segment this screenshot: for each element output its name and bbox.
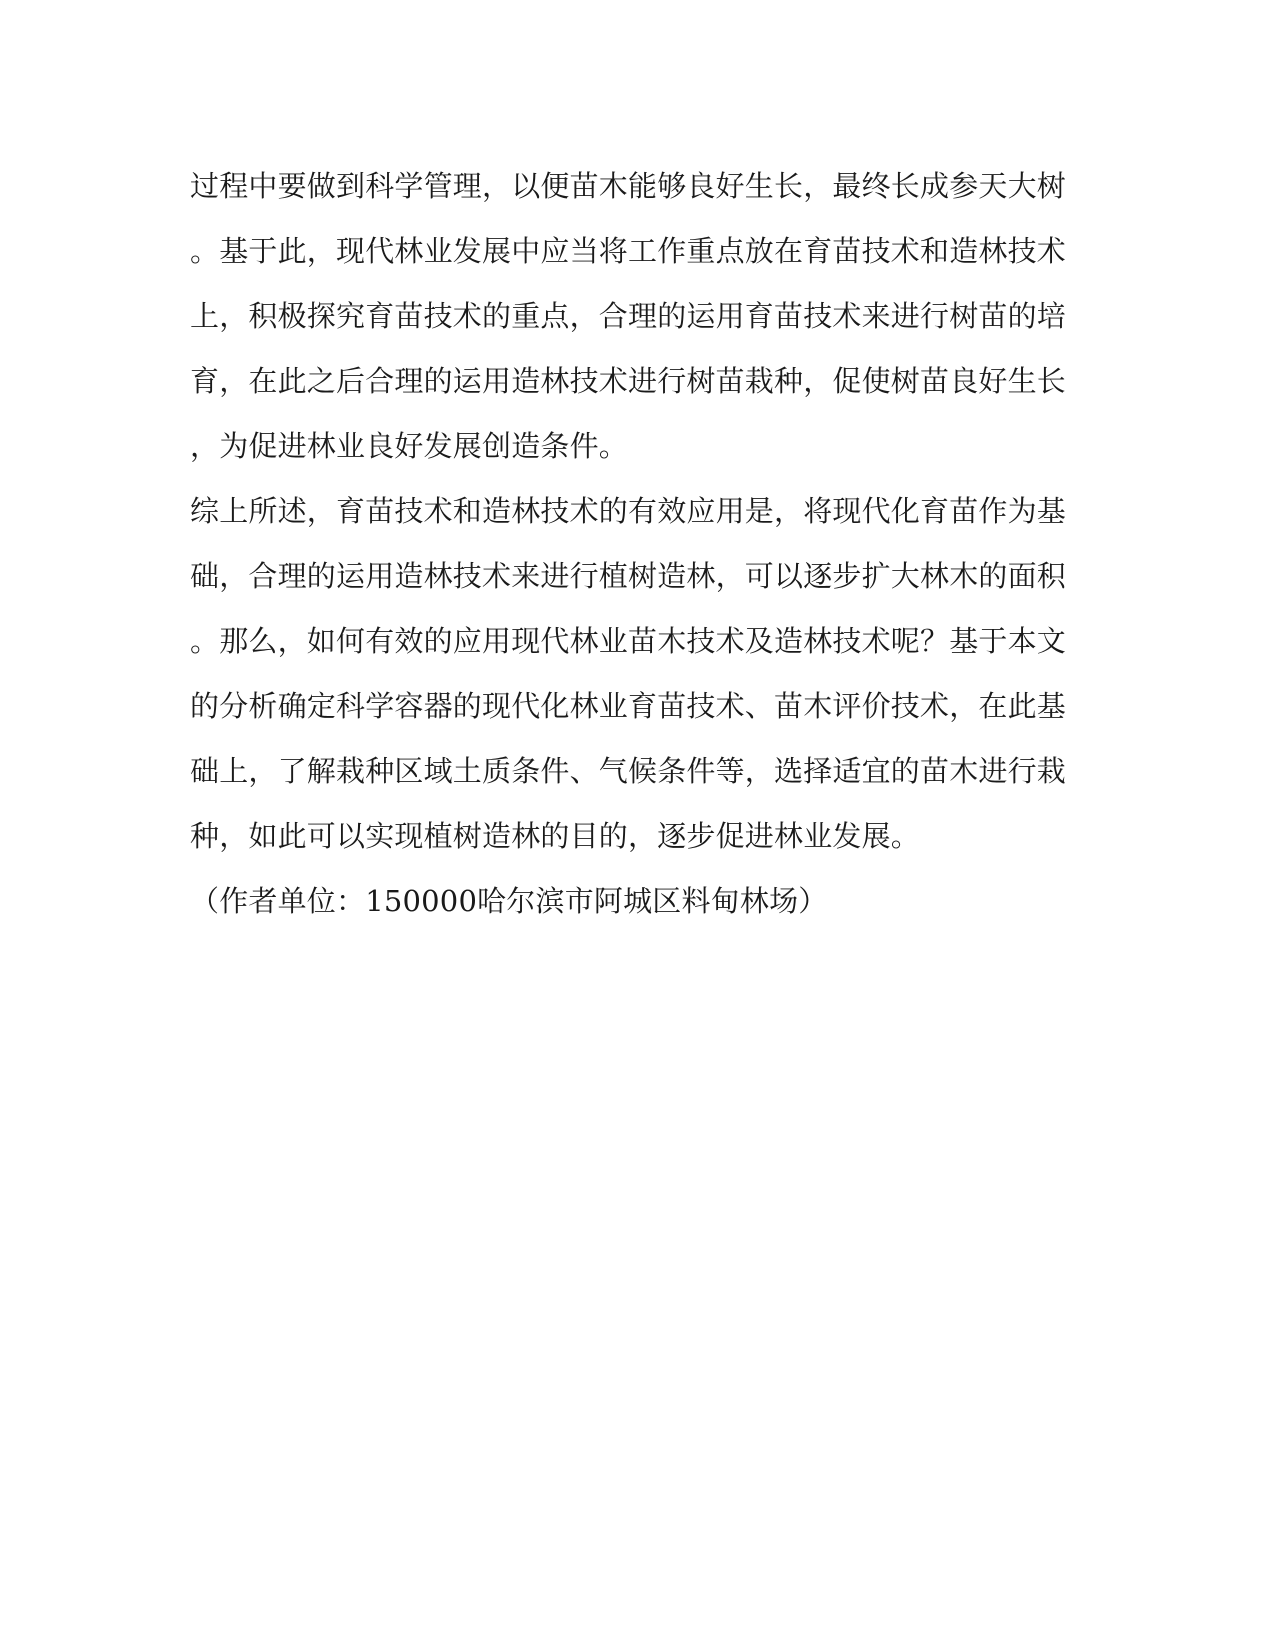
conclusion-line: 种，如此可以实现植树造林的目的，逐步促进林业发展。 [190, 819, 921, 853]
paragraph-line: 上，积极探究育苗技术的重点，合理的运用育苗技术来进行树苗的培 [190, 299, 1067, 333]
conclusion-line: 础上，了解栽种区域土质条件、气候条件等，选择适宜的苗木进行栽 [190, 754, 1067, 788]
author-affiliation: （作者单位：150000哈尔滨市阿城区料甸林场） [190, 884, 828, 918]
conclusion-line: 综上所述，育苗技术和造林技术的有效应用是，将现代化育苗作为基 [190, 494, 1067, 528]
paragraph-line: 育，在此之后合理的运用造林技术进行树苗栽种，促使树苗良好生长 [190, 364, 1067, 398]
conclusion-line: 。那么，如何有效的应用现代林业苗木技术及造林技术呢？基于本文 [190, 624, 1067, 658]
paragraph-line: 。基于此，现代林业发展中应当将工作重点放在育苗技术和造林技术 [190, 234, 1067, 268]
body-text [190, 154, 1070, 934]
conclusion-line: 础，合理的运用造林技术来进行植树造林，可以逐步扩大林木的面积 [190, 559, 1067, 593]
conclusion-line: 的分析确定科学容器的现代化林业育苗技术、苗木评价技术，在此基 [190, 689, 1067, 723]
paragraph-line: 过程中要做到科学管理，以便苗木能够良好生长，最终长成参天大树 [190, 169, 1067, 203]
paragraph-line: ，为促进林业良好发展创造条件。 [190, 429, 629, 463]
